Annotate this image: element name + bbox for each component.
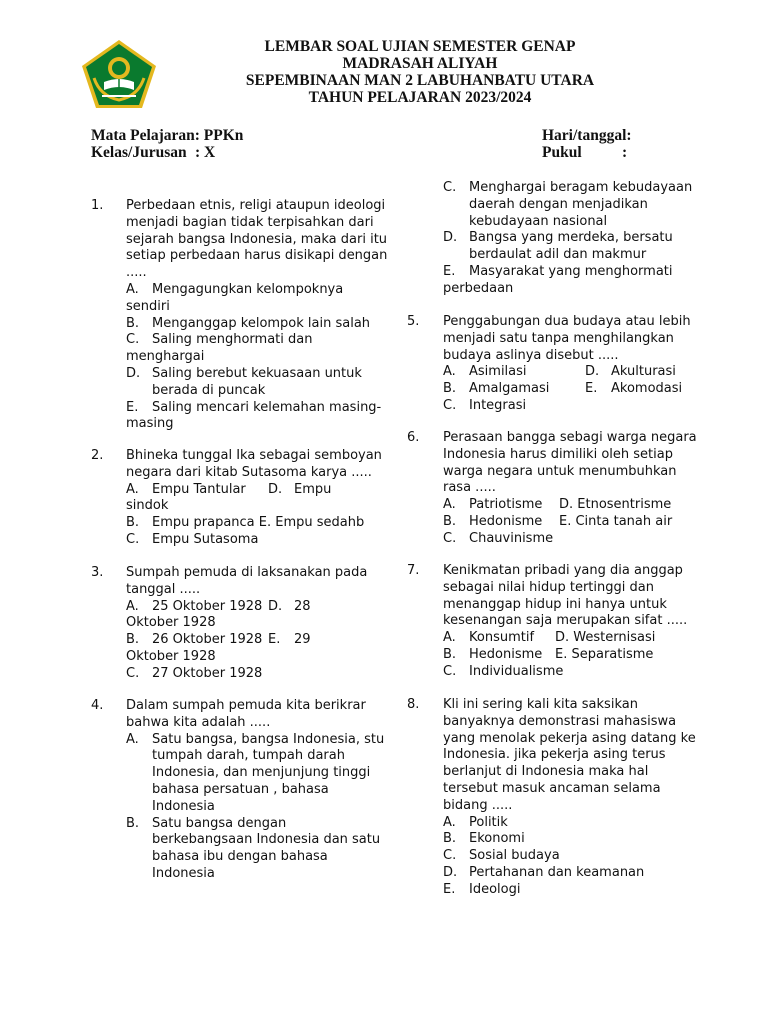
- option-key: A.: [126, 598, 139, 614]
- option-text-line: berkebangsaan Indonesia dan satu: [152, 832, 381, 848]
- option-text: Mengagungkan kelompoknya: [152, 281, 344, 297]
- option-e: [126, 400, 381, 417]
- option-key: B.: [443, 646, 457, 662]
- option-text-line: daerah dengan menjadikan: [469, 196, 648, 212]
- option-b: [443, 514, 707, 531]
- question-text-line: bahwa kita adalah .....: [126, 714, 271, 730]
- question-text-line: tanggal .....: [126, 581, 201, 597]
- option-key: E.: [268, 632, 281, 648]
- option-key: E.: [443, 881, 456, 897]
- option-text: Saling mencari kelemahan masing-: [152, 399, 382, 415]
- option-d: D. Westernisasi: [555, 630, 656, 646]
- option-text: 25 Oktober 1928: [152, 598, 263, 614]
- question-number: 6.: [407, 430, 420, 445]
- option-text: Hedonisme: [469, 646, 543, 662]
- option-text-line: bahasa persatuan , bahasa: [152, 781, 329, 797]
- option-text-line: Indonesia: [152, 865, 215, 881]
- header-line-2: MADRASAH ALIYAH: [342, 55, 498, 72]
- subject-label: Mata Pelajaran: PPKn: [91, 127, 244, 144]
- option-c: [443, 531, 707, 548]
- option-text: Individualisme: [469, 663, 564, 679]
- option-key: B.: [126, 632, 140, 648]
- option-key: B.: [443, 513, 457, 529]
- exam-header: [160, 38, 680, 106]
- question-text-line: rasa .....: [443, 480, 496, 496]
- question-text-line: setiap perbedaan harus disikapi dengan: [126, 248, 388, 264]
- question-number: 7.: [407, 563, 420, 578]
- option-text: 28: [294, 598, 311, 614]
- class-value: : X: [195, 144, 216, 161]
- question-text-line: Indonesia. jika pekerja asing terus: [443, 747, 666, 763]
- option-b: [443, 831, 707, 848]
- question-number: 2.: [91, 448, 104, 463]
- option-key: A.: [126, 731, 139, 747]
- option-text: Ekonomi: [469, 831, 525, 847]
- class-row: [91, 144, 243, 161]
- option-key: D.: [443, 230, 458, 246]
- header-line-4: TAHUN PELAJARAN 2023/2024: [308, 89, 532, 106]
- option-text: Menganggap kelompok lain salah: [152, 315, 371, 331]
- question-number: 8.: [407, 697, 420, 712]
- question-1: [91, 198, 388, 433]
- option-text: Politik: [469, 814, 508, 830]
- question-text-line: menjadi bagian tidak terpisahkan dari: [126, 214, 374, 230]
- question-text-line: Sumpah pemuda di laksanakan pada: [126, 565, 368, 580]
- question-number: 3.: [91, 565, 104, 580]
- option-c: [126, 666, 381, 683]
- option-d: [126, 366, 381, 383]
- question-text-line: negara dari kitab Sutasoma karya .....: [126, 464, 372, 480]
- option-b: [126, 515, 381, 532]
- question-2: [91, 448, 381, 549]
- option-key: C.: [443, 397, 457, 413]
- question-text-line: sejarah bangsa Indonesia, maka dari itu: [126, 231, 388, 247]
- time-value: :: [622, 144, 628, 161]
- header-line-1: LEMBAR SOAL UJIAN SEMESTER GENAP: [264, 38, 576, 55]
- option-text: Pertahanan dan keamanan: [469, 864, 645, 880]
- option-key: B.: [126, 815, 140, 831]
- option-text-line: Satu bangsa dengan: [152, 815, 287, 831]
- option-text-line: Indonesia, dan menjunjung tinggi: [152, 765, 371, 781]
- option-d: [443, 865, 707, 882]
- option-text-cont: Oktober 1928: [126, 615, 216, 631]
- question-text-line: sebagai nilai hidup tertinggi dan: [443, 579, 654, 595]
- question-text-line: kesenangan saja merupakan sifat .....: [443, 613, 688, 629]
- option-b: [443, 647, 707, 664]
- question-5: [407, 314, 707, 415]
- option-text: Hedonisme: [469, 513, 543, 529]
- question-text-line: .....: [126, 265, 147, 281]
- option-key: C.: [443, 180, 457, 195]
- question-text-line: Perbedaan etnis, religi ataupun ideologi: [126, 198, 386, 213]
- option-text: Masyarakat yang menghormati: [469, 263, 673, 279]
- option-text-cont: sindok: [126, 498, 169, 514]
- option-text: 29: [294, 632, 311, 648]
- option-key: C.: [443, 530, 457, 546]
- option-text-cont: perbedaan: [443, 280, 514, 296]
- question-text-line: Perasaan bangga sebagi warga negara: [443, 430, 697, 445]
- question-text-line: Indonesia harus dimiliki oleh setiap: [443, 446, 673, 462]
- option-text-line: Indonesia: [152, 798, 215, 814]
- option-key: C.: [126, 332, 140, 348]
- option-text: Saling menghormati dan: [152, 332, 313, 348]
- option-text-line: Satu bangsa, bangsa Indonesia, stu: [152, 731, 385, 747]
- option-key: E.: [585, 381, 598, 397]
- option-text: 27 Oktober 1928: [152, 665, 263, 681]
- option-c: [126, 532, 381, 549]
- option-key: B.: [126, 515, 140, 531]
- option-d: [443, 230, 703, 264]
- option-c: [443, 398, 707, 415]
- option-a: [126, 599, 381, 616]
- option-key: E.: [126, 399, 139, 415]
- option-key: A.: [126, 281, 139, 297]
- option-d: [268, 599, 311, 616]
- question-text-line: bidang .....: [443, 797, 513, 813]
- option-text: Ideologi: [469, 881, 521, 897]
- question-text-line: menjadi satu tanpa menghilangkan: [443, 330, 674, 346]
- question-text-line: berlanjut di Indonesia maka hal: [443, 764, 649, 780]
- option-key: A.: [443, 497, 456, 513]
- question-7: [407, 563, 707, 681]
- option-a: [126, 482, 381, 499]
- option-b: [443, 381, 707, 398]
- option-c: [443, 180, 703, 230]
- header-line-3: SEPEMBINAAN MAN 2 LABUHANBATU UTARA: [245, 72, 595, 89]
- option-key: B.: [126, 315, 140, 331]
- option-key: C.: [443, 848, 457, 864]
- option-key: A.: [443, 630, 456, 646]
- option-text: Empu: [294, 481, 332, 497]
- question-number: 5.: [407, 314, 420, 329]
- option-text-cont: berada di puncak: [152, 382, 266, 398]
- question-text-line: yang menolak pekerja asing datang ke: [443, 730, 696, 746]
- option-text: Patriotisme: [469, 497, 543, 513]
- question-text-line: budaya aslinya disebut .....: [443, 347, 619, 363]
- option-key: D.: [268, 598, 283, 614]
- option-key: E.: [443, 263, 456, 279]
- question-text-line: menanggap hidup ini hanya untuk: [443, 596, 667, 612]
- option-b: [126, 632, 381, 649]
- option-e: E. Cinta tanah air: [559, 513, 673, 529]
- option-key: A.: [126, 481, 139, 497]
- option-text-line: kebudayaan nasional: [469, 213, 608, 229]
- option-text: Akulturasi: [611, 364, 676, 380]
- question-number: 1.: [91, 198, 104, 213]
- option-a: [443, 497, 707, 514]
- question-number: 4.: [91, 698, 104, 713]
- option-text: Saling berebut kekuasaan untuk: [152, 365, 362, 381]
- option-key: A.: [443, 814, 456, 830]
- option-key: D.: [585, 364, 600, 380]
- question-text-line: Dalam sumpah pemuda kita berikrar: [126, 698, 366, 713]
- option-key: C.: [126, 531, 140, 547]
- option-d: [585, 364, 676, 381]
- option-a: [126, 731, 385, 816]
- time-row: [542, 144, 632, 161]
- option-text-cont: sendiri: [126, 298, 170, 314]
- option-text: Sosial budaya: [469, 848, 560, 864]
- option-text: Akomodasi: [611, 381, 683, 397]
- time-label: Pukul: [542, 144, 582, 161]
- kemenag-logo: [80, 38, 158, 110]
- option-text-line: bahasa ibu dengan bahasa: [152, 849, 328, 865]
- question-text-line: Kli ini sering kali kita saksikan: [443, 697, 638, 712]
- option-e: E. Separatisme: [555, 646, 654, 662]
- option-text: Empu Sutasoma: [152, 531, 259, 547]
- option-c: [443, 848, 707, 865]
- question-text-line: Kenikmatan pribadi yang dia anggap: [443, 563, 683, 578]
- option-e: [585, 381, 682, 398]
- option-b: [126, 816, 381, 883]
- option-text: Chauvinisme: [469, 530, 554, 546]
- option-text: Empu prapanca E. Empu sedahb: [152, 515, 365, 531]
- option-text: Asimilasi: [469, 364, 527, 380]
- option-text: Integrasi: [469, 397, 527, 413]
- option-key: B.: [443, 831, 457, 847]
- option-text-line: berdaulat adil dan makmur: [469, 247, 647, 263]
- question-text-line: Bhineka tunggal Ika sebagai semboyan: [126, 448, 382, 463]
- option-text-line: Bangsa yang merdeka, bersatu: [469, 230, 673, 246]
- option-c: [126, 332, 381, 349]
- option-key: A.: [443, 364, 456, 380]
- option-e: [443, 882, 707, 899]
- question-text-line: banyaknya demonstrasi mahasiswa: [443, 713, 677, 729]
- option-text: Amalgamasi: [469, 381, 550, 397]
- meta-right: [542, 127, 632, 161]
- option-d: D. Etnosentrisme: [559, 497, 672, 513]
- option-text-cont: Oktober 1928: [126, 648, 216, 664]
- option-key: B.: [443, 381, 457, 397]
- option-text: Konsumtif: [469, 630, 535, 646]
- question-8: [407, 697, 707, 899]
- option-text-cont: masing: [126, 416, 174, 432]
- question-text-line: warga negara untuk menumbuhkan: [443, 463, 677, 479]
- option-text-cont: menghargai: [126, 349, 205, 365]
- option-key: C.: [443, 663, 457, 679]
- question-4-continued: [443, 180, 703, 298]
- question-text-line: tersebut masuk ancaman selama: [443, 780, 661, 796]
- option-c: [443, 664, 707, 681]
- option-key: D.: [268, 481, 283, 497]
- class-label: Kelas/Jurusan: [91, 144, 187, 161]
- option-key: D.: [126, 365, 141, 381]
- option-a: [126, 282, 381, 299]
- meta-left: [91, 127, 243, 161]
- option-d: [268, 482, 331, 499]
- option-e: [443, 264, 703, 281]
- option-text: Empu Tantular: [152, 481, 246, 497]
- date-label: Hari/tanggal:: [542, 127, 632, 144]
- option-text: 26 Oktober 1928: [152, 632, 263, 648]
- question-4: [91, 698, 385, 883]
- question-3: [91, 565, 381, 683]
- option-key: C.: [126, 665, 140, 681]
- option-key: D.: [443, 864, 458, 880]
- option-a: [443, 815, 707, 832]
- question-6: [407, 430, 707, 548]
- option-a: [443, 630, 707, 647]
- option-text-line: Menghargai beragam kebudayaan: [469, 180, 693, 195]
- option-a: [443, 364, 707, 381]
- question-text-line: Penggabungan dua budaya atau lebih: [443, 314, 691, 329]
- option-text-line: tumpah darah, tumpah darah: [152, 748, 345, 764]
- option-e: [268, 632, 311, 649]
- option-b: [126, 316, 381, 333]
